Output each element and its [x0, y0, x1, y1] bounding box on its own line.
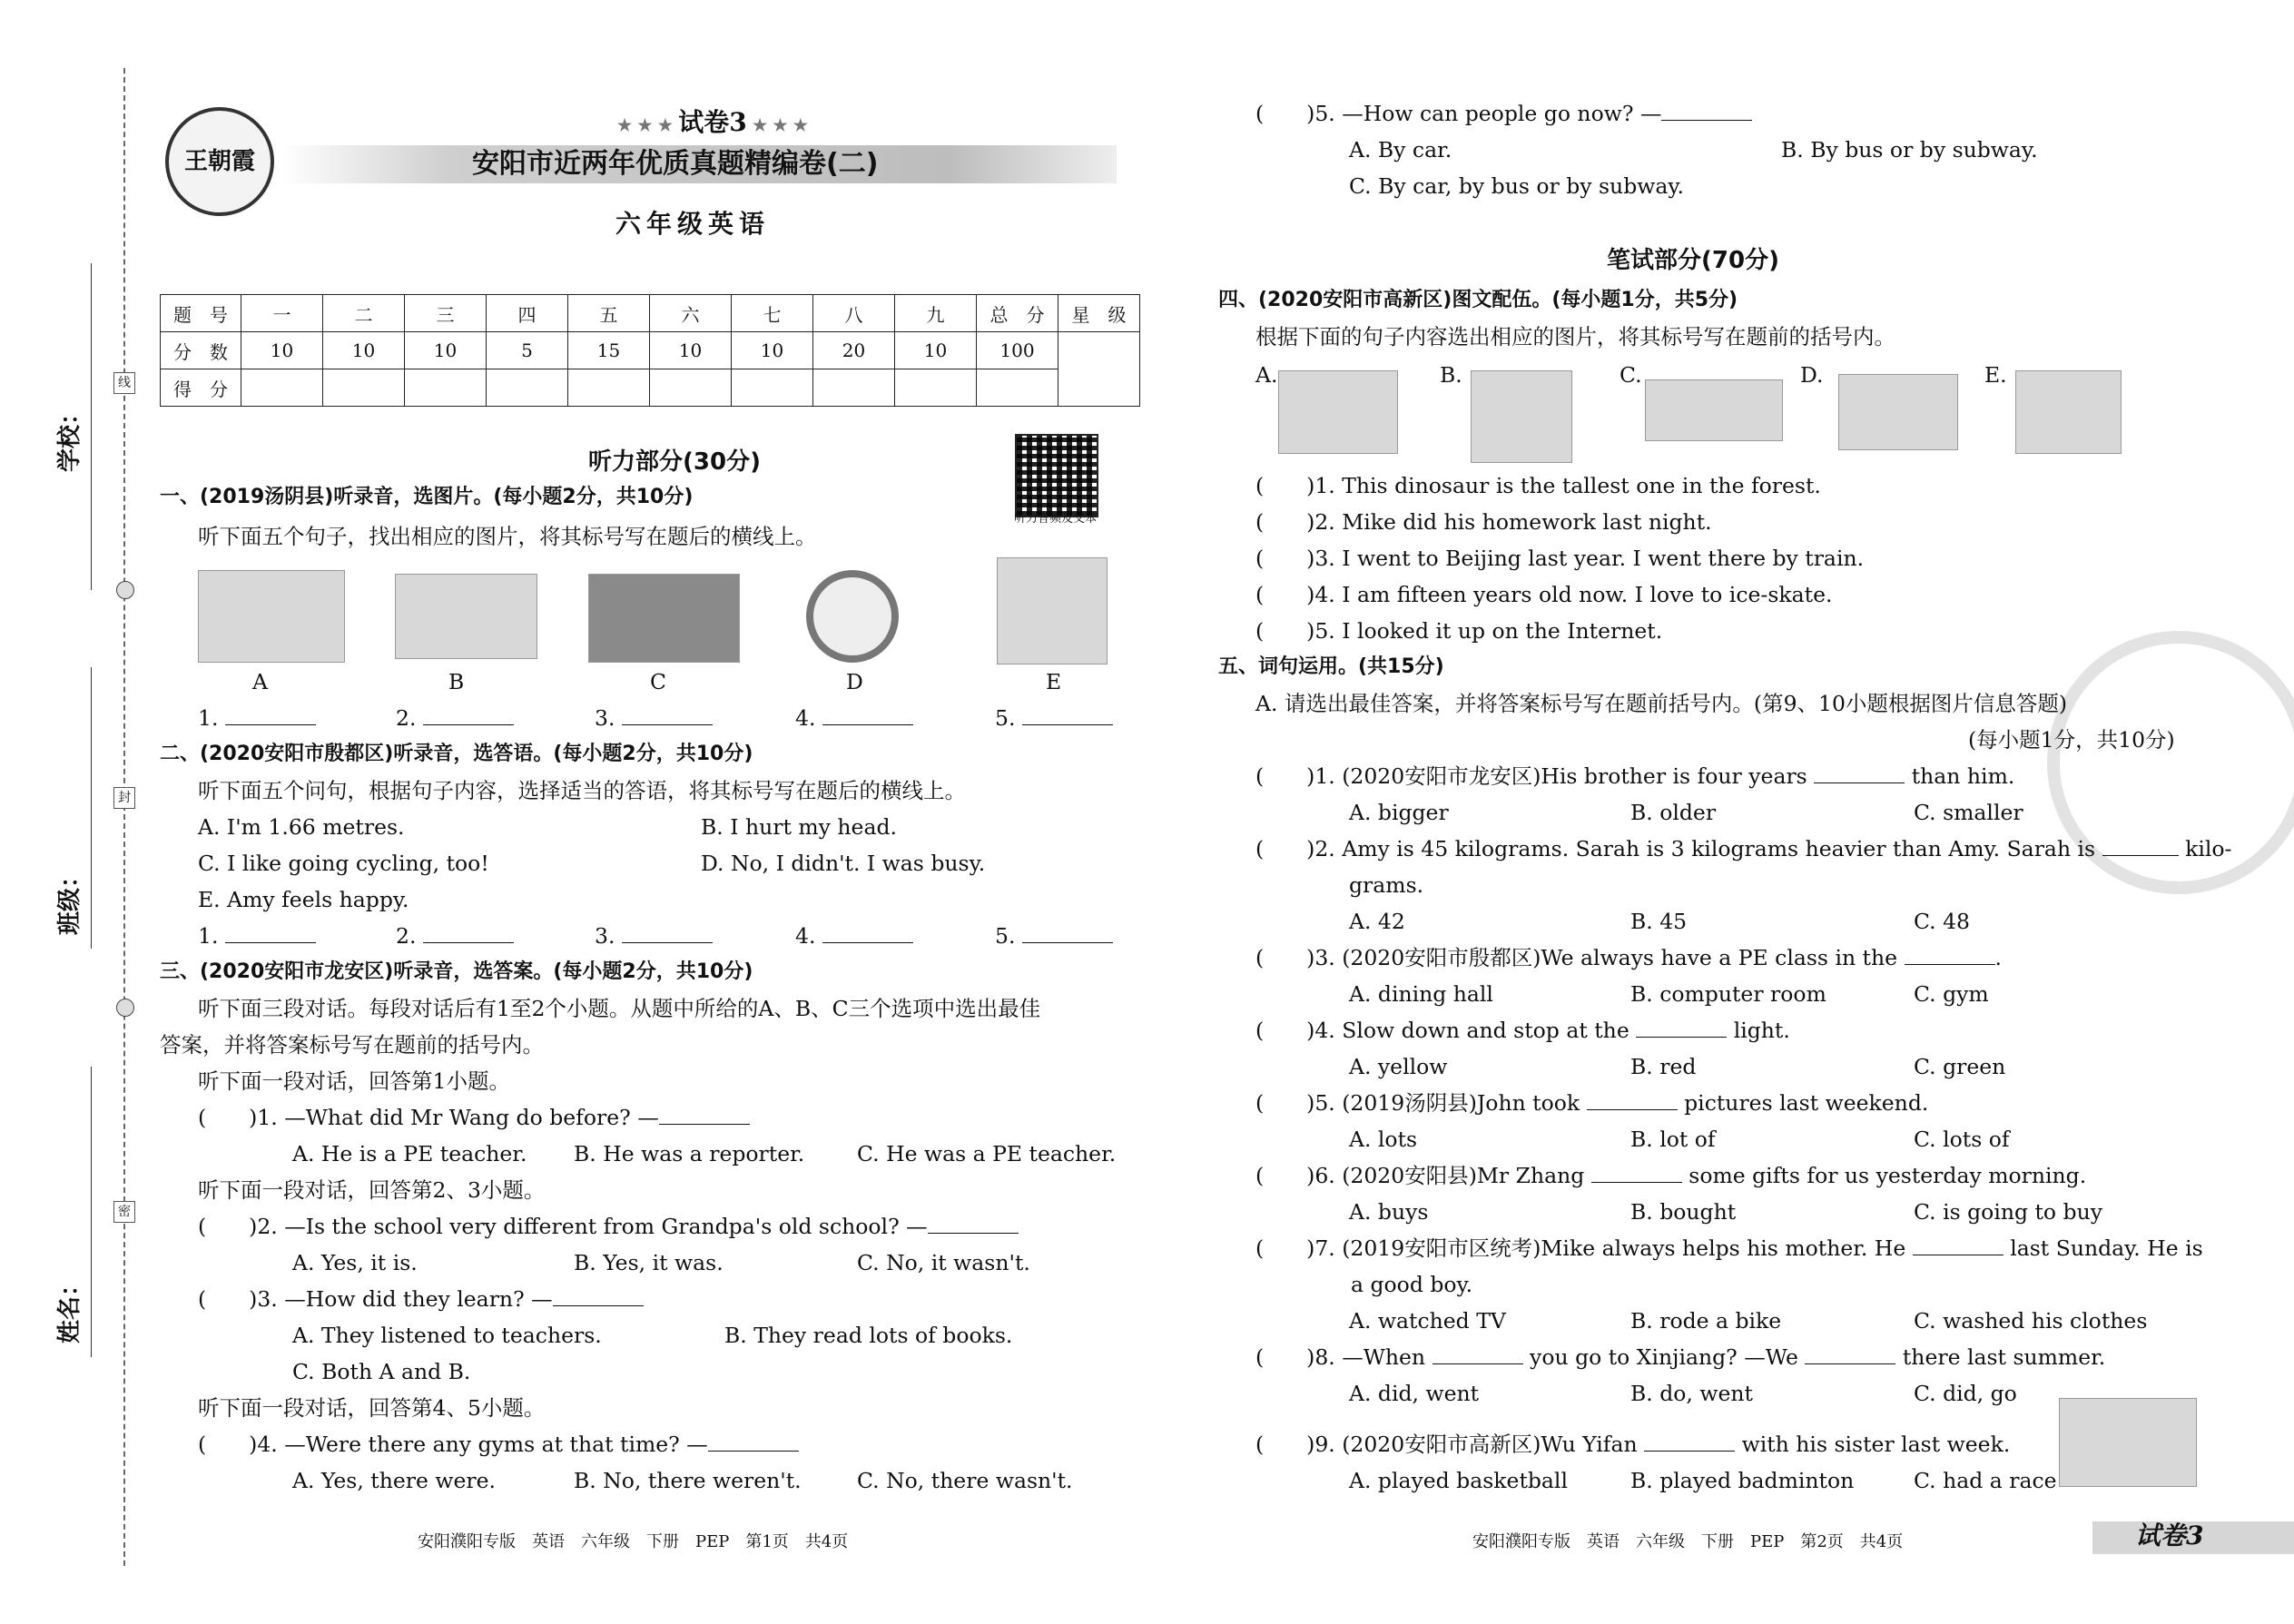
option: C. green	[1914, 1054, 2006, 1079]
school-underline	[91, 263, 92, 590]
table-cell: 10	[405, 332, 487, 369]
score-input-cell[interactable]	[813, 369, 895, 407]
stone-monument-photo-icon	[588, 574, 740, 663]
listening-heading: 听力部分(30分)	[588, 448, 761, 476]
answer-paren[interactable]: (	[198, 1214, 250, 1239]
forest-picture-icon	[198, 570, 345, 663]
question-continuation: a good boy.	[1351, 1272, 1473, 1297]
writing-heading: 笔试部分(70分)	[1607, 247, 1779, 274]
question-text: )4. —Were there any gyms at that time? —	[249, 1432, 708, 1457]
pic-label: A.	[1255, 362, 1278, 388]
question-text: some gifts for us yesterday morning.	[1689, 1163, 2087, 1188]
school-label: 学校：	[56, 400, 84, 472]
pic-label: B	[448, 669, 465, 694]
question-text: )1. (2020安阳市龙安区)His brother is four years	[1306, 763, 1807, 789]
answer-blank[interactable]	[1913, 1235, 2004, 1255]
question-text: you go to Xinjiang? —We	[1530, 1344, 1798, 1370]
table-cell: 得 分	[161, 369, 241, 407]
answer-paren[interactable]: (	[198, 1286, 250, 1312]
question-text: )2. —Is the school very different from Grandpa's old school? —	[249, 1214, 928, 1239]
question-text: )3. (2020安阳市殷都区)We always have a PE class in the	[1306, 945, 1898, 970]
no-talking-sign-icon	[806, 570, 899, 663]
answer-paren[interactable]: (	[198, 1105, 250, 1130]
answer-blank[interactable]	[1022, 922, 1113, 943]
subject-title: 六年级英语	[615, 209, 771, 239]
qr-code-icon[interactable]	[1015, 434, 1098, 517]
answer-paren[interactable]: (	[1255, 618, 1307, 644]
answer-paren[interactable]: (	[1255, 1018, 1307, 1043]
option: A. dining hall	[1349, 981, 1493, 1007]
answer-blank[interactable]	[1661, 100, 1752, 121]
section-1-instruction: 听下面五个句子，找出相应的图片，将其标号写在题后的横线上。	[198, 524, 817, 549]
binding-hole-icon	[116, 999, 134, 1017]
answer-blank[interactable]	[225, 704, 316, 725]
table-cell: 五	[568, 295, 650, 332]
table-cell: 总 分	[977, 295, 1058, 332]
option: A. lots	[1349, 1127, 1418, 1152]
pic-label: C	[650, 669, 666, 694]
dialogue-intro: 听下面一段对话，回答第1小题。	[198, 1068, 510, 1094]
option: B. lot of	[1630, 1127, 1716, 1152]
score-input-cell[interactable]	[650, 369, 732, 407]
option: B. Yes, it was.	[574, 1250, 724, 1275]
answer-paren[interactable]: (	[1255, 473, 1307, 498]
question-text: )1. —What did Mr Wang do before? —	[249, 1105, 659, 1130]
option: A. did, went	[1349, 1381, 1480, 1406]
qr-caption: 听力音频及文本	[1014, 512, 1098, 526]
option: A. They listened to teachers.	[292, 1323, 602, 1348]
answer-blank[interactable]	[928, 1213, 1019, 1234]
item-text: )1. This dinosaur is the tallest one in the forest.	[1306, 473, 1821, 498]
footer-left: 安阳濮阳专版 英语 六年级 下册 PEP 第1页 共4页	[418, 1532, 849, 1551]
answer-paren[interactable]: (	[1255, 1090, 1307, 1116]
question-text: )7. (2019安阳市区统考)Mike always helps his mother. He	[1306, 1235, 1906, 1261]
class-label: 班级：	[56, 863, 84, 935]
table-row	[161, 332, 1140, 369]
answer-paren[interactable]: (	[1255, 945, 1307, 970]
question-4	[198, 1431, 799, 1458]
answer-blank[interactable]	[1905, 944, 1995, 965]
question-2	[198, 1213, 1019, 1240]
score-input-cell[interactable]	[895, 369, 977, 407]
question-text: )8. —When	[1306, 1344, 1426, 1370]
part-a-instruction: A. 请选出最佳答案，并将答案标号写在题前括号内。(第9、10小题根据图片信息答题)	[1255, 691, 2068, 716]
question-text: )5. (2019汤阴县)John took	[1306, 1090, 1580, 1116]
mc-question	[1255, 1162, 2086, 1189]
option: E. Amy feels happy.	[198, 887, 409, 912]
answer-number: 4.	[795, 705, 816, 731]
option: A. buys	[1349, 1199, 1429, 1225]
answer-blank[interactable]	[1433, 1343, 1523, 1364]
answer-blank[interactable]	[1814, 763, 1905, 783]
table-cell: 5	[487, 332, 568, 369]
table-cell: 星 级	[1058, 295, 1140, 332]
section-2-title: 二、(2020安阳市殷都区)听录音，选答语。(每小题2分，共10分)	[160, 743, 753, 765]
footer-right: 安阳濮阳专版 英语 六年级 下册 PEP 第2页 共4页	[1472, 1532, 1904, 1551]
option: C. did, go	[1914, 1381, 2017, 1406]
question-text: )4. Slow down and stop at the	[1306, 1018, 1629, 1043]
answer-blank[interactable]	[2102, 835, 2179, 856]
item-text: )4. I am fifteen years old now. I love to ice-skate.	[1306, 582, 1833, 607]
question-text: )2. Amy is 45 kilograms. Sarah is 3 kilograms heavier than Amy. Sarah is	[1306, 836, 2096, 861]
question-5	[1255, 100, 1752, 127]
answer-number: 4.	[795, 923, 816, 949]
table-row	[161, 295, 1140, 332]
running-kids-picture-icon	[2059, 1398, 2197, 1487]
answer-paren[interactable]: (	[1255, 101, 1307, 126]
item-text: )3. I went to Beijing last year. I went there by train.	[1306, 546, 1865, 571]
answer-blank[interactable]	[225, 922, 316, 943]
score-input-cell[interactable]	[732, 369, 813, 407]
match-item	[1255, 508, 1712, 536]
table-cell: 10	[650, 332, 732, 369]
option: C. Both A and B.	[292, 1359, 471, 1384]
table-cell: 六	[650, 295, 732, 332]
name-label: 姓名：	[56, 1272, 84, 1343]
question-text: )5. —How can people go now? —	[1306, 101, 1662, 126]
table-cell: 一	[241, 295, 323, 332]
question-continuation: grams.	[1349, 872, 1424, 898]
score-input-cell[interactable]	[405, 369, 487, 407]
pic-label: B.	[1440, 362, 1462, 388]
skater-boy-picture-icon	[1471, 370, 1572, 463]
answer-blank[interactable]	[1636, 1017, 1727, 1038]
option: B. I hurt my head.	[701, 814, 897, 840]
question-1	[198, 1104, 750, 1131]
answer-blank[interactable]	[1587, 1089, 1678, 1110]
answer-paren[interactable]: (	[1255, 546, 1307, 571]
mc-question: ( )3. (2020安阳市殷都区)We always have a PE class in the .	[1255, 945, 2003, 970]
option: A. By car.	[1349, 137, 1452, 162]
option: B. No, there weren't.	[574, 1468, 802, 1493]
table-cell: 四	[487, 295, 568, 332]
pic-label: C.	[1620, 362, 1642, 388]
question-text: )6. (2020安阳县)Mr Zhang	[1306, 1163, 1585, 1188]
item-text: )2. Mike did his homework last night.	[1306, 509, 1712, 535]
class-underline	[91, 667, 92, 949]
computer-girl-picture-icon	[1278, 370, 1398, 454]
table-row	[161, 369, 1140, 407]
question-text: there last summer.	[1902, 1344, 2106, 1370]
name-underline	[91, 1067, 92, 1357]
option: B. played badminton	[1630, 1468, 1855, 1493]
answer-blank[interactable]	[659, 1104, 750, 1125]
option: A. Yes, it is.	[292, 1250, 418, 1275]
brand-name: 王朝霞	[183, 148, 255, 175]
question-text: )9. (2020安阳市高新区)Wu Yifan	[1306, 1432, 1638, 1457]
mc-question	[1255, 763, 2014, 790]
option: C. 48	[1914, 909, 1970, 934]
mc-question	[1255, 835, 2231, 862]
table-cell: 10	[241, 332, 323, 369]
answer-paren[interactable]: (	[1255, 1163, 1307, 1188]
answer-blank[interactable]	[622, 704, 713, 725]
question-text: last Sunday. He is	[2010, 1235, 2203, 1261]
option: B. do, went	[1630, 1381, 1753, 1406]
option: B. computer room	[1630, 981, 1826, 1007]
answer-paren[interactable]: (	[1255, 582, 1307, 607]
answer-blank[interactable]	[423, 922, 514, 943]
answer-paren[interactable]: (	[1255, 1344, 1307, 1370]
pic-label: E.	[1984, 362, 2007, 388]
dialogue-intro: 听下面一段对话，回答第4、5小题。	[198, 1395, 546, 1421]
option: C. By car, by bus or by subway.	[1349, 173, 1684, 199]
answer-paren[interactable]: (	[1255, 1235, 1307, 1261]
answer-blank[interactable]	[423, 704, 514, 725]
table-cell: 八	[813, 295, 895, 332]
answer-number: 2.	[396, 923, 417, 949]
mc-question	[1255, 1017, 1790, 1044]
table-cell: 分 数	[161, 332, 241, 369]
item-text: )5. I looked it up on the Internet.	[1306, 618, 1663, 644]
option: C. is going to buy	[1914, 1199, 2103, 1225]
table-cell: 题 号	[161, 295, 241, 332]
answer-blank[interactable]	[1644, 1431, 1735, 1452]
mc-question	[1255, 1343, 2105, 1371]
option: A. 42	[1349, 909, 1405, 934]
answer-number: 3.	[595, 705, 615, 731]
question-text: kilo-	[2185, 836, 2232, 861]
option: C. smaller	[1914, 800, 2023, 825]
option: C. No, there wasn't.	[857, 1468, 1073, 1493]
part-a-score: (每小题1分，共10分)	[1968, 727, 2175, 753]
question-text: with his sister last week.	[1741, 1432, 2011, 1457]
answer-number: 1.	[198, 923, 219, 949]
match-item	[1255, 581, 1832, 608]
option: B. 45	[1630, 909, 1688, 934]
section-5-title: 五、词句运用。(共15分)	[1218, 655, 1444, 678]
pic-label: D	[846, 669, 863, 694]
answer-blank[interactable]	[822, 704, 913, 725]
binding-hole-icon	[116, 581, 134, 599]
table-cell: 10	[732, 332, 813, 369]
section-4-instruction: 根据下面的句子内容选出相应的图片，将其标号写在题前的括号内。	[1255, 324, 1895, 349]
option: C. I like going cycling, too!	[198, 851, 489, 876]
table-cell: 二	[323, 295, 405, 332]
table-cell: 10	[323, 332, 405, 369]
series-text: 试卷3	[678, 107, 747, 137]
answer-blank[interactable]	[622, 922, 713, 943]
answer-number: 2.	[396, 705, 417, 731]
option: B. older	[1630, 800, 1717, 825]
option: A. I'm 1.66 metres.	[198, 814, 405, 840]
seal-mark-xian: 线	[113, 372, 135, 394]
section-4-title: 四、(2020安阳市高新区)图文配伍。(每小题1分，共5分)	[1218, 289, 1738, 311]
option: B. bought	[1630, 1199, 1737, 1225]
answer-blank[interactable]	[822, 922, 913, 943]
answer-paren[interactable]: (	[1255, 509, 1307, 535]
train-picture-icon	[1645, 379, 1783, 441]
score-input-cell[interactable]	[977, 369, 1058, 407]
pic-label: A	[252, 669, 268, 694]
brand-logo-icon	[165, 107, 274, 216]
option: A. played basketball	[1349, 1468, 1568, 1493]
question-text: than him.	[1911, 763, 2015, 789]
option: D. No, I didn't. I was busy.	[701, 851, 986, 876]
homework-boy-picture-icon	[2015, 370, 2122, 454]
question-text: )3. —How did they learn? —	[249, 1286, 553, 1312]
boy-at-window-picture-icon	[997, 557, 1108, 664]
section-3-title: 三、(2020安阳市龙安区)听录音，选答案。(每小题2分，共10分)	[160, 960, 753, 983]
option: B. They read lots of books.	[724, 1323, 1013, 1348]
option: C. lots of	[1914, 1127, 2010, 1152]
score-input-cell[interactable]	[487, 369, 568, 407]
score-input-cell[interactable]	[323, 369, 405, 407]
option: B. By bus or by subway.	[1781, 137, 2038, 162]
series-label: ★ ★ ★ 试卷3 ★ ★ ★	[617, 107, 808, 137]
option: A. watched TV	[1349, 1308, 1506, 1334]
dinosaur-picture-icon	[1838, 374, 1958, 450]
table-cell: 15	[568, 332, 650, 369]
answer-paren[interactable]: (	[198, 1432, 250, 1457]
table-cell: 九	[895, 295, 977, 332]
footer-tag: 试卷3	[2135, 1521, 2204, 1550]
option: B. He was a reporter.	[574, 1141, 805, 1166]
answer-paren[interactable]: (	[1255, 836, 1307, 861]
section-3-instruction: 听下面三段对话。每段对话后有1至2个小题。从题中所给的A、B、C三个选项中选出最佳	[198, 996, 1041, 1021]
answer-blank[interactable]	[1022, 704, 1113, 725]
answer-number: 1.	[198, 705, 219, 731]
table-cell: 20	[813, 332, 895, 369]
option: C. washed his clothes	[1914, 1308, 2148, 1334]
answer-number: 5.	[995, 923, 1016, 949]
answer-blank[interactable]	[1805, 1343, 1895, 1364]
option: C. gym	[1914, 981, 1989, 1007]
score-input-cell[interactable]	[568, 369, 650, 407]
option: C. No, it wasn't.	[857, 1250, 1030, 1275]
answer-paren[interactable]: (	[1255, 763, 1307, 789]
table-cell: 七	[732, 295, 813, 332]
answer-number: 3.	[595, 923, 615, 949]
pic-label: D.	[1800, 362, 1824, 388]
answer-paren[interactable]: (	[1255, 1432, 1307, 1457]
score-input-cell[interactable]	[241, 369, 323, 407]
seal-mark-feng: 封	[113, 787, 135, 809]
match-item	[1255, 545, 1864, 572]
mc-question	[1255, 1431, 2010, 1458]
score-table	[160, 294, 1140, 407]
page-title: 安阳市近两年优质真题精编卷(二)	[472, 148, 879, 180]
table-cell: 100	[977, 332, 1058, 369]
option: C. He was a PE teacher.	[857, 1141, 1117, 1166]
star-rating-cell[interactable]	[1058, 332, 1140, 407]
bike-accident-picture-icon	[395, 574, 537, 659]
mc-question	[1255, 1089, 1928, 1117]
section-3-instruction: 答案，并将答案标号写在题前的括号内。	[160, 1032, 544, 1058]
option: B. rode a bike	[1630, 1308, 1782, 1334]
option: A. He is a PE teacher.	[292, 1141, 527, 1166]
table-cell: 三	[405, 295, 487, 332]
option: C. had a race	[1914, 1468, 2057, 1493]
pic-label: E	[1046, 669, 1062, 694]
answer-blank[interactable]	[708, 1431, 799, 1452]
cut-line	[123, 68, 125, 1566]
section-2-instruction: 听下面五个问句，根据句子内容，选择适当的答语，将其标号写在题后的横线上。	[198, 778, 966, 803]
mc-question	[1255, 1235, 2203, 1262]
match-item	[1255, 472, 1821, 499]
option: B. red	[1630, 1054, 1697, 1079]
question-text: pictures last weekend.	[1684, 1090, 1929, 1116]
dialogue-intro: 听下面一段对话，回答第2、3小题。	[198, 1177, 546, 1203]
answer-blank[interactable]	[1591, 1162, 1682, 1183]
option: A. Yes, there were.	[292, 1468, 497, 1493]
table-cell: 10	[895, 332, 977, 369]
seal-mark-mi: 密	[113, 1201, 135, 1223]
match-item	[1255, 617, 1662, 645]
answer-number: 5.	[995, 705, 1016, 731]
question-text: light.	[1733, 1018, 1790, 1043]
question-3	[198, 1285, 644, 1313]
option: A. yellow	[1349, 1054, 1448, 1079]
answer-blank[interactable]	[553, 1285, 644, 1306]
option: A. bigger	[1349, 800, 1449, 825]
section-1-title: 一、(2019汤阴县)听录音，选图片。(每小题2分，共10分)	[160, 486, 694, 508]
